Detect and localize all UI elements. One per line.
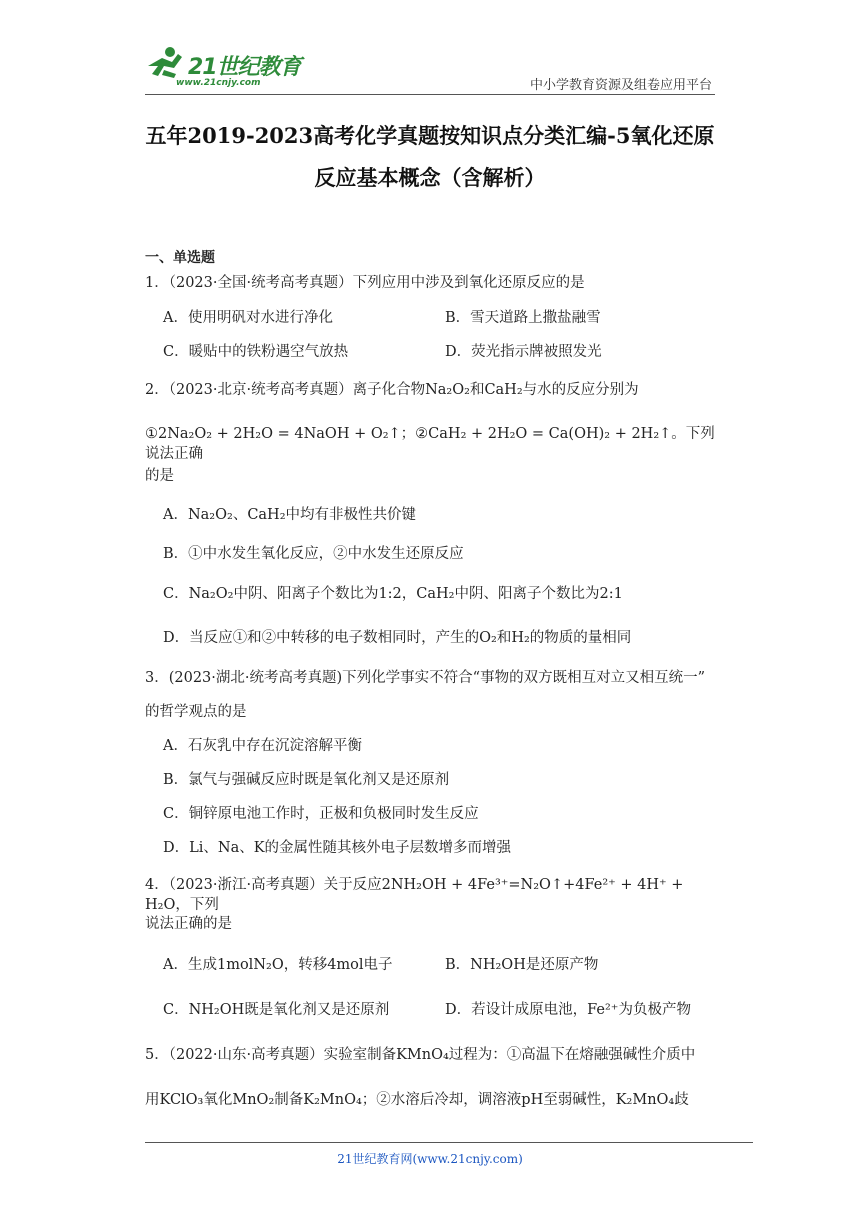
question-3-stem: 3．(2023·湖北·统考高考真题)下列化学事实不符合“事物的双方既相互对立又相互统一” [145, 670, 705, 686]
question-2-option-a: A．Na₂O₂、CaH₂中均有非极性共价键 [163, 507, 417, 523]
question-1-option-c: C．暖贴中的铁粉遇空气放热 [163, 344, 349, 360]
footer-divider [145, 1142, 753, 1143]
question-3-stem-end: 的哲学观点的是 [145, 704, 247, 720]
question-4-option-c: C．NH₂OH既是氧化剂又是还原剂 [163, 1002, 390, 1018]
question-3-option-c: C．铜锌原电池工作时，正极和负极同时发生反应 [163, 806, 479, 822]
question-4-option-b: B．NH₂OH是还原产物 [445, 957, 599, 973]
document-title-line2: 反应基本概念（含解析） [314, 165, 546, 190]
document-title-line1: 五年2019-2023高考化学真题按知识点分类汇编-5氧化还原 [145, 123, 715, 148]
question-1-option-a: A．使用明矾对水进行净化 [163, 310, 333, 326]
question-2-option-b: B．①中水发生氧化反应，②中水发生还原反应 [163, 546, 464, 562]
question-4-option-a: A．生成1molN₂O，转移4mol电子 [163, 957, 393, 973]
question-1-stem: 1．（2023·全国·统考高考真题）下列应用中涉及到氧化还原反应的是 [145, 275, 585, 291]
question-2-stem-end: 的是 [145, 468, 174, 484]
question-4-option-d: D．若设计成原电池，Fe²⁺为负极产物 [445, 1002, 691, 1018]
logo-url: www.21cnjy.com [176, 78, 261, 88]
logo [140, 44, 310, 94]
question-5-stem-cont: 用KClO₃氧化MnO₂制备K₂MnO₄；②水溶后冷却，调溶液pH至弱碱性，K₂MnO₄歧 [145, 1092, 689, 1108]
question-2-option-d: D．当反应①和②中转移的电子数相同时，产生的O₂和H₂的物质的量相同 [163, 630, 632, 646]
question-3-option-b: B．氯气与强碱反应时既是氧化剂又是还原剂 [163, 772, 450, 788]
question-1-option-d: D．荧光指示牌被照发光 [445, 344, 602, 360]
footer-link[interactable]: 21世纪教育网(www.21cnjy.com) [337, 1152, 523, 1166]
question-2-option-c: C．Na₂O₂中阴、阳离子个数比为1:2，CaH₂中阴、阳离子个数比为2:1 [163, 586, 623, 602]
question-2-stem: 2．（2023·北京·统考高考真题）离子化合物Na₂O₂和CaH₂与水的反应分别为 [145, 382, 639, 398]
section-heading: 一、单选题 [145, 250, 215, 266]
logo-text: 21世纪教育 [188, 55, 301, 80]
question-3-option-a: A．石灰乳中存在沉淀溶解平衡 [163, 738, 362, 754]
question-1-option-b: B．雪天道路上撒盐融雪 [445, 310, 601, 326]
question-4-stem: 4．（2023·浙江·高考真题）关于反应2NH₂OH + 4Fe³⁺=N₂O↑+4Fe²⁺ + 4H⁺ + H₂O，下列 [145, 877, 684, 913]
question-3-option-d: D．Li、Na、K的金属性随其核外电子层数增多而增强 [163, 840, 512, 856]
question-5-stem: 5．（2022·山东·高考真题）实验室制备KMnO₄过程为：①高温下在熔融强碱性介质中 [145, 1047, 696, 1063]
header-divider [145, 94, 715, 95]
question-2-equations: ①2Na₂O₂ + 2H₂O = 4NaOH + O₂↑；②CaH₂ + 2H₂O = Ca(OH)₂ + 2H₂↑。下列说法正确 [145, 426, 715, 462]
question-4-stem-end: 说法正确的是 [145, 916, 232, 932]
header-platform-text: 中小学教育资源及组卷应用平台 [529, 78, 712, 93]
